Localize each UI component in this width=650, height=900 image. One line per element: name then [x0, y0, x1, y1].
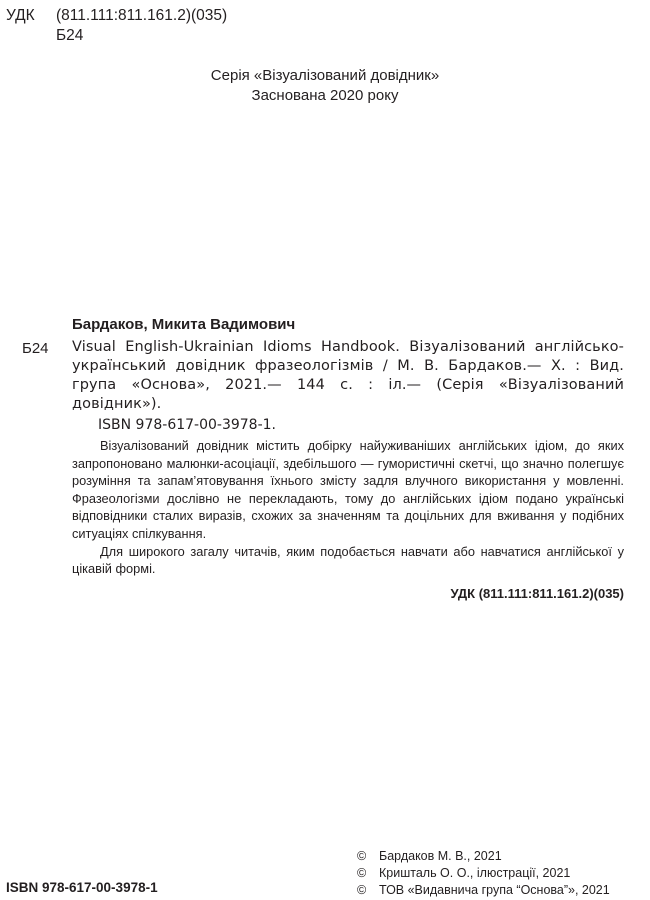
annotation: [72, 437, 624, 578]
cutter-code-top: Б24: [56, 27, 84, 44]
udk-footer: УДК (811.111:811.161.2)(035): [450, 586, 624, 601]
copyright-icon: ©: [357, 866, 367, 880]
copyright-line: [357, 882, 610, 899]
isbn-footer: ISBN 978-617-00-3978-1: [6, 880, 158, 895]
copyright-text: Кришталь О. О., ілюстрації, 2021: [379, 866, 571, 880]
copyright-block: [357, 848, 610, 899]
annotation-paragraph-1: Візуалізований довідник містить добірку найуживаніших англійських ідіом, до яких запропоновано малюнки-асоціації, здебільшого — гумористичні скетчі, що значно полегшує розуміння та запам’ятовування їхнього змісту задля влучного використання у мовленні. Фразеологізми дослівно не перекладають, тому до англійських ідіом подано українські відповідники сталих виразів, схожих за значенням та доцільних для вживання у подібних ситуаціях спілкування.: [72, 438, 624, 541]
isbn-entry: ISBN 978-617-00-3978-1.: [98, 417, 276, 433]
copyright-text: Бардаков М. В., 2021: [379, 849, 502, 863]
udk-code: (811.111:811.161.2)(035): [56, 7, 228, 24]
bibliographic-text: Visual English-Ukrainian Idioms Handbook. Візуалізований англійсько-український довідник фразеологізмів / М. В. Бардаков.— Х. : Вид. група «Основа», 2021.— 144 с. : іл.— (Серія «Візуалізований довідник»).: [72, 339, 624, 412]
udk-header: [6, 6, 227, 46]
copyright-line: [357, 848, 610, 865]
copyright-icon: ©: [357, 883, 367, 897]
annotation-paragraph-2: Для широкого загалу читачів, яким подобається навчати або навчатися англійської у цікавій формі.: [72, 543, 624, 577]
series-founded: Заснована 2020 року: [251, 87, 399, 104]
series-title: Серія «Візуалізований довідник»: [210, 67, 440, 84]
copyright-text: ТОВ «Видавнича група “Основа”», 2021: [379, 883, 610, 897]
series-info: [0, 66, 650, 106]
udk-label: УДК: [6, 7, 35, 24]
bibliographic-description: [72, 338, 624, 414]
copyright-icon: ©: [357, 849, 367, 863]
copyright-line: [357, 865, 610, 882]
author-name: Бардаков, Микита Вадимович: [72, 316, 296, 333]
cutter-code: Б24: [22, 340, 49, 357]
